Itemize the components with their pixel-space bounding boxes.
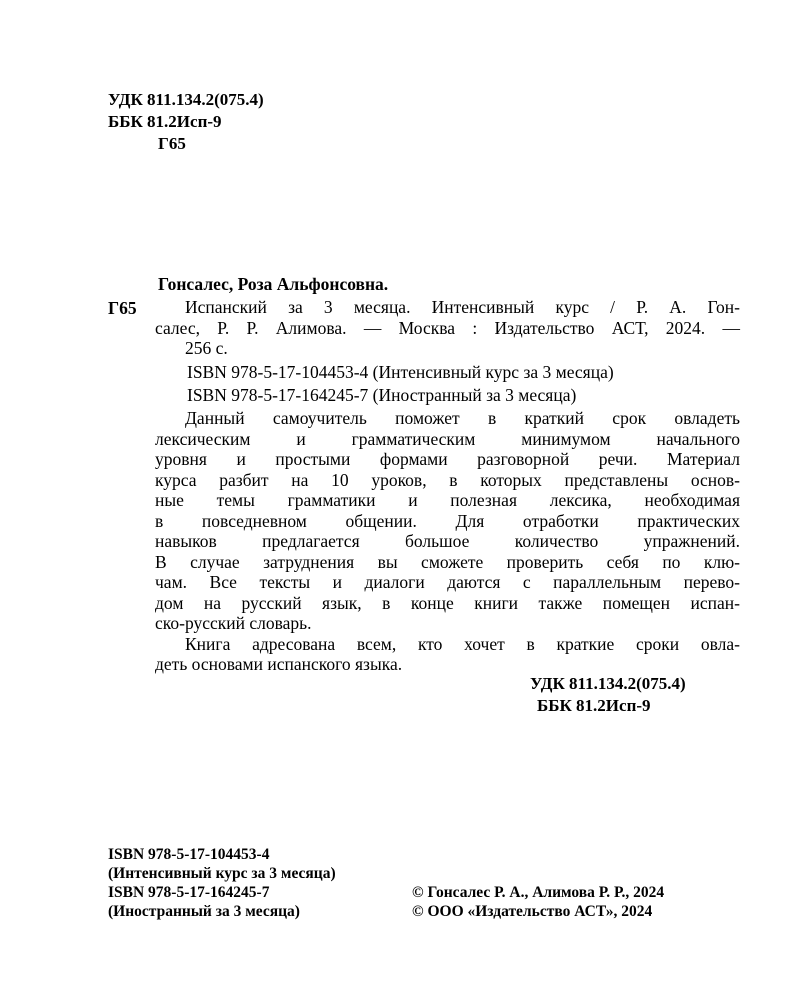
annotation-line: деть основами испанского языка. <box>155 654 403 674</box>
annotation-line: ско-русский словарь. <box>155 613 312 633</box>
title-line: салес, Р. Р. Алимова. — Москва : Издательство АСТ, 2024. — <box>155 317 740 338</box>
annotation-line: в повседневном общении. Для отработки практических <box>155 510 740 531</box>
copyright-line: © Гонсалес Р. А., Алимова Р. Р., 2024 <box>412 884 665 901</box>
footer-isbn-line: ISBN 978-5-17-104453-4 <box>108 846 270 863</box>
bbk-code: ББК 81.2Исп-9 <box>108 112 222 131</box>
bbk-code-right: ББК 81.2Исп-9 <box>537 696 651 715</box>
footer-isbn <box>108 845 336 921</box>
udk-code: УДК 811.134.2(075.4) <box>108 90 264 109</box>
record-author-mark: Г65 <box>108 298 137 318</box>
title-line: 256 с. <box>185 338 228 358</box>
annotation-line: В случае затруднения вы сможете проверить себя по клю- <box>155 551 740 572</box>
annotation-line: лексическим и грамматическим минимумом начального <box>155 428 740 449</box>
footer-isbn-line: (Интенсивный курс за 3 месяца) <box>108 865 336 882</box>
copyright <box>412 883 664 921</box>
isbn-line: ISBN 978-5-17-104453-4 (Интенсивный курс за 3 месяца) <box>187 362 614 382</box>
annotation-line: навыков предлагается большое количество упражнений. <box>155 531 740 551</box>
udk-code-right: УДК 811.134.2(075.4) <box>530 674 686 693</box>
isbn-line: ISBN 978-5-17-164245-7 (Иностранный за 3 месяца) <box>187 385 577 405</box>
annotation-line: курса разбит на 10 уроков, в которых представлены основ- <box>155 469 740 490</box>
annotation-line: уровня и простыми формами разговорной речи. Материал <box>155 449 740 469</box>
annotation-line: Данный самоучитель поможет в краткий срок овладеть <box>185 408 740 428</box>
title-line: Испанский за 3 месяца. Интенсивный курс / Р. А. Гон- <box>185 297 740 317</box>
annotation-line: чам. Все тексты и диалоги даются с параллельным перево- <box>155 572 740 592</box>
footer-isbn-line: ISBN 978-5-17-164245-7 <box>108 884 270 901</box>
author-mark: Г65 <box>158 134 186 153</box>
author-name: Гонсалес, Роза Альфонсовна. <box>158 274 389 294</box>
footer-isbn-line: (Иностранный за 3 месяца) <box>108 903 300 920</box>
annotation-line: Книга адресована всем, кто хочет в краткие сроки овла- <box>185 633 740 654</box>
annotation-line: дом на русский язык, в конце книги также помещен испан- <box>155 592 740 613</box>
copyright-line: © ООО «Издательство АСТ», 2024 <box>412 903 653 920</box>
title-block <box>155 297 740 359</box>
annotation-line: ные темы грамматики и полезная лексика, необходимая <box>155 490 740 510</box>
annotation <box>155 408 740 675</box>
